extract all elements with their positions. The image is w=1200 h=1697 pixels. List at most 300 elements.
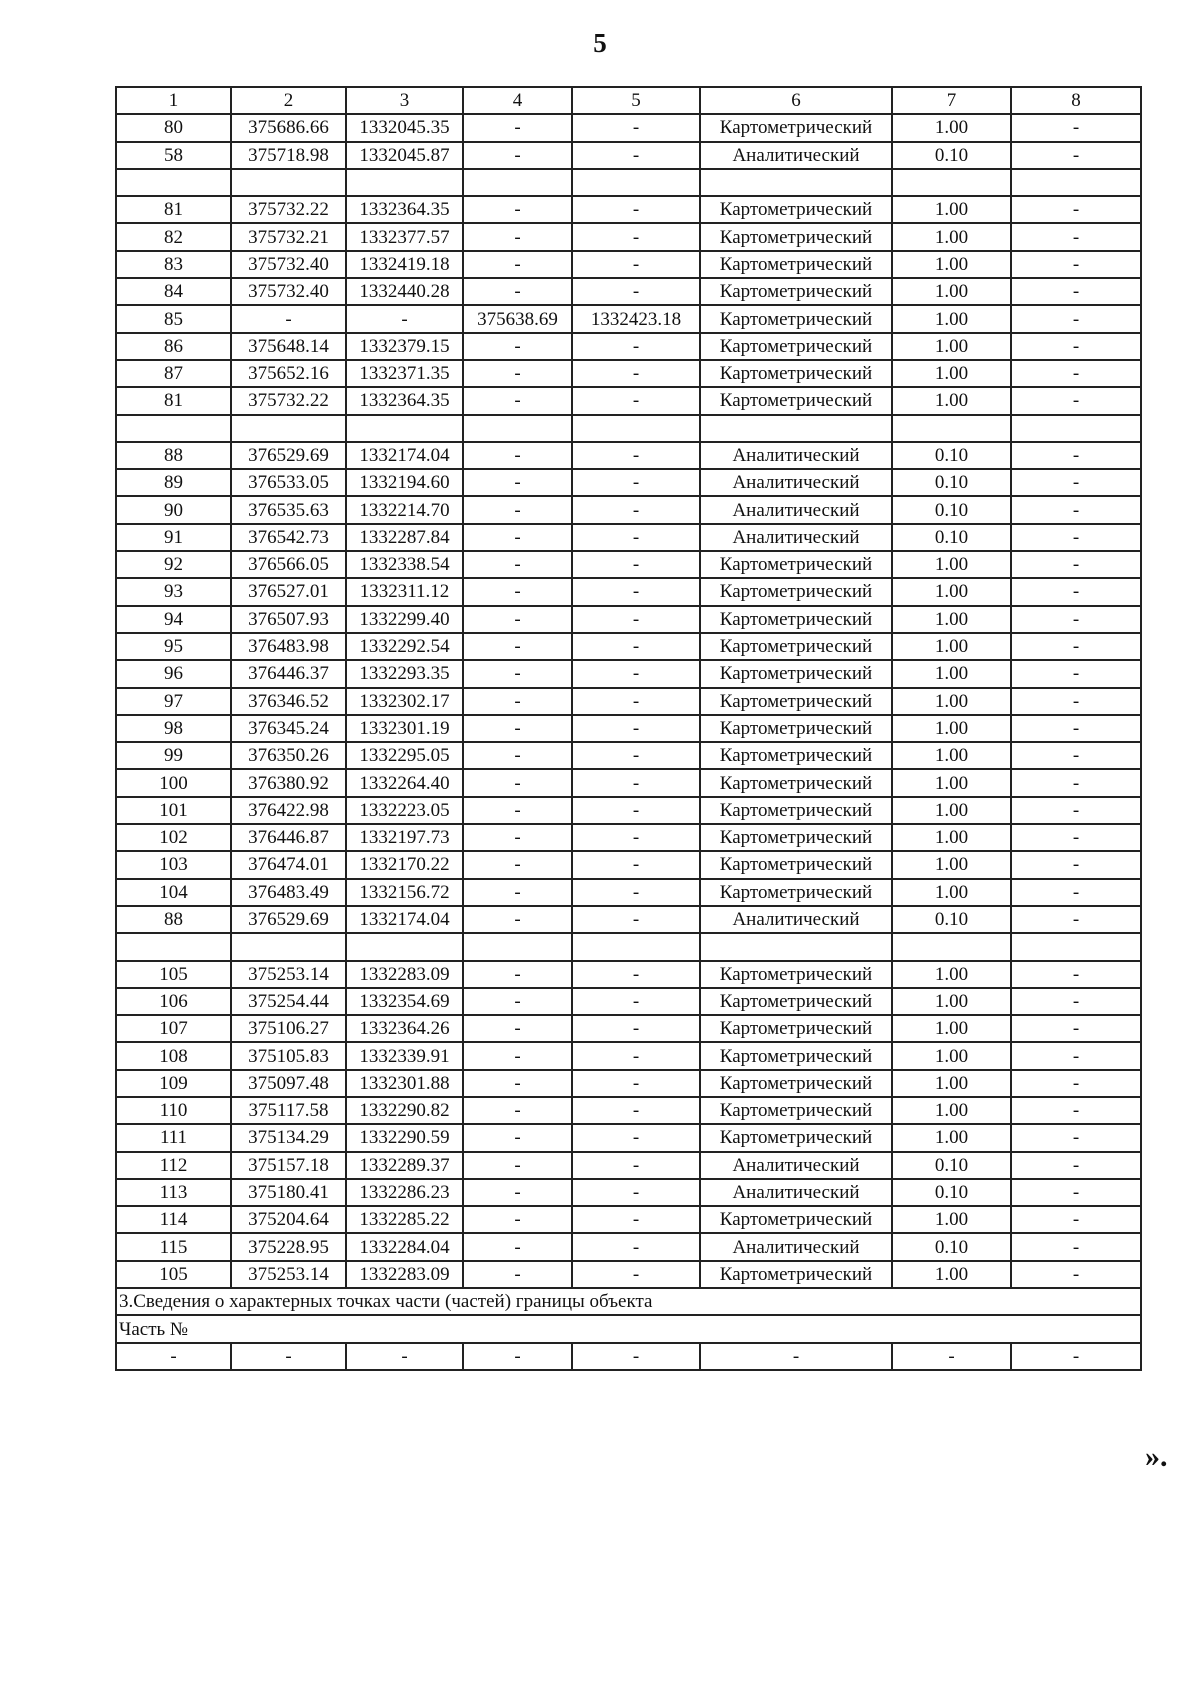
table-row <box>116 496 1141 523</box>
table-cell: 375253.14 <box>231 1261 346 1288</box>
table-row <box>116 1042 1141 1069</box>
table-cell: Аналитический <box>700 524 892 551</box>
table-cell: - <box>572 278 700 305</box>
table-cell <box>346 933 463 960</box>
table-row <box>116 1206 1141 1233</box>
table-cell: 1.00 <box>892 715 1011 742</box>
table-cell: 376529.69 <box>231 442 346 469</box>
table-cell: - <box>231 305 346 332</box>
table-cell: 1332283.09 <box>346 961 463 988</box>
table-cell: 1332301.88 <box>346 1070 463 1097</box>
table-cell: - <box>463 742 572 769</box>
table-cell <box>1011 933 1141 960</box>
table-cell: Картометрический <box>700 633 892 660</box>
table-cell: - <box>572 114 700 141</box>
table-cell: 80 <box>116 114 231 141</box>
table-cell: Картометрический <box>700 251 892 278</box>
table-cell: 105 <box>116 961 231 988</box>
table-cell: - <box>572 333 700 360</box>
table-cell: 1332289.37 <box>346 1152 463 1179</box>
table-cell: - <box>463 114 572 141</box>
table-cell: 375228.95 <box>231 1233 346 1260</box>
table-cell: 88 <box>116 906 231 933</box>
table-cell: - <box>463 797 572 824</box>
table-cell: - <box>572 906 700 933</box>
table-cell: - <box>1011 1343 1141 1370</box>
table-cell: Картометрический <box>700 688 892 715</box>
separator-row <box>116 933 1141 960</box>
table-cell: - <box>572 251 700 278</box>
table-cell: - <box>1011 688 1141 715</box>
table-cell: - <box>463 1097 572 1124</box>
table-cell <box>116 415 231 442</box>
header-cell: 5 <box>572 87 700 114</box>
table-row <box>116 360 1141 387</box>
table-cell: - <box>1011 1152 1141 1179</box>
table-cell: 81 <box>116 387 231 414</box>
table-cell: - <box>572 660 700 687</box>
table-cell: - <box>463 1233 572 1260</box>
table-cell: 0.10 <box>892 524 1011 551</box>
table-cell: - <box>1011 769 1141 796</box>
table-cell: - <box>463 496 572 523</box>
table-cell: - <box>463 824 572 851</box>
table-cell: 95 <box>116 633 231 660</box>
table-cell: - <box>572 769 700 796</box>
table-cell: - <box>463 688 572 715</box>
table-cell: - <box>1011 633 1141 660</box>
table-cell: - <box>572 1233 700 1260</box>
table-cell: - <box>572 1179 700 1206</box>
header-cell: 8 <box>1011 87 1141 114</box>
table-cell: 92 <box>116 551 231 578</box>
table-row <box>116 333 1141 360</box>
table-cell: Аналитический <box>700 442 892 469</box>
table-row <box>116 1179 1141 1206</box>
table-cell: - <box>463 223 572 250</box>
table-cell: Картометрический <box>700 797 892 824</box>
table-row <box>116 606 1141 633</box>
table-cell: - <box>463 1261 572 1288</box>
table-cell: Аналитический <box>700 906 892 933</box>
table-cell: 1.00 <box>892 606 1011 633</box>
table-cell: 1.00 <box>892 333 1011 360</box>
table-cell: 1332287.84 <box>346 524 463 551</box>
table-cell: - <box>572 1206 700 1233</box>
table-cell: 375648.14 <box>231 333 346 360</box>
table-cell: 1332174.04 <box>346 906 463 933</box>
table-row <box>116 551 1141 578</box>
table-cell: - <box>1011 1042 1141 1069</box>
table-cell: 91 <box>116 524 231 551</box>
table-cell: 376529.69 <box>231 906 346 933</box>
table-cell: 1332170.22 <box>346 851 463 878</box>
table-cell: 1.00 <box>892 387 1011 414</box>
table-cell: 375097.48 <box>231 1070 346 1097</box>
table-cell: - <box>463 333 572 360</box>
table-cell: - <box>463 988 572 1015</box>
table-row <box>116 142 1141 169</box>
table-cell: 1332045.35 <box>346 114 463 141</box>
table-cell: - <box>463 1124 572 1151</box>
table-row <box>116 114 1141 141</box>
table-row <box>116 633 1141 660</box>
table-cell: - <box>572 551 700 578</box>
header-cell: 7 <box>892 87 1011 114</box>
table-cell: 0.10 <box>892 1179 1011 1206</box>
table-cell <box>346 169 463 196</box>
table-cell: 103 <box>116 851 231 878</box>
table-cell: - <box>463 660 572 687</box>
table-row <box>116 961 1141 988</box>
table-cell: 86 <box>116 333 231 360</box>
table-cell: 97 <box>116 688 231 715</box>
table-cell: - <box>1011 851 1141 878</box>
section-title: 3.Сведения о характерных точках части (частей) границы объекта <box>116 1288 1141 1315</box>
table-row <box>116 660 1141 687</box>
table-cell: 375638.69 <box>463 305 572 332</box>
table-cell: 1332290.82 <box>346 1097 463 1124</box>
table-row <box>116 1015 1141 1042</box>
table-cell: 376507.93 <box>231 606 346 633</box>
table-cell: 1.00 <box>892 196 1011 223</box>
table-cell: 1.00 <box>892 360 1011 387</box>
table-cell: - <box>463 1343 572 1370</box>
table-cell: 375686.66 <box>231 114 346 141</box>
table-row <box>116 906 1141 933</box>
table-cell: 1.00 <box>892 1015 1011 1042</box>
table-cell: 375253.14 <box>231 961 346 988</box>
table-cell: Картометрический <box>700 660 892 687</box>
table-cell: Картометрический <box>700 1124 892 1151</box>
table-cell <box>892 933 1011 960</box>
table-cell: 375652.16 <box>231 360 346 387</box>
table-cell: 376527.01 <box>231 578 346 605</box>
table-cell: 376422.98 <box>231 797 346 824</box>
table-cell <box>463 169 572 196</box>
table-cell: 1.00 <box>892 961 1011 988</box>
table-cell: 1332339.91 <box>346 1042 463 1069</box>
table-cell: - <box>1011 1070 1141 1097</box>
table-cell: - <box>1011 660 1141 687</box>
table-cell: - <box>892 1343 1011 1370</box>
table-cell: Картометрический <box>700 578 892 605</box>
table-cell: 1.00 <box>892 251 1011 278</box>
table-cell: 1.00 <box>892 797 1011 824</box>
header-cell: 2 <box>231 87 346 114</box>
table-cell: - <box>572 1343 700 1370</box>
table-cell: - <box>1011 578 1141 605</box>
table-cell: - <box>463 469 572 496</box>
table-cell: 1332364.26 <box>346 1015 463 1042</box>
table-cell: 1332377.57 <box>346 223 463 250</box>
table-cell: 81 <box>116 196 231 223</box>
table-cell: 1332419.18 <box>346 251 463 278</box>
table-cell: Аналитический <box>700 1179 892 1206</box>
table-cell: 98 <box>116 715 231 742</box>
table-cell: - <box>572 578 700 605</box>
table-row <box>116 688 1141 715</box>
section-title-row <box>116 1288 1141 1315</box>
table-row <box>116 988 1141 1015</box>
table-cell: - <box>1011 387 1141 414</box>
table-cell: 101 <box>116 797 231 824</box>
table-cell: - <box>1011 715 1141 742</box>
table-row <box>116 442 1141 469</box>
table-cell: 108 <box>116 1042 231 1069</box>
table-cell <box>231 415 346 442</box>
table-cell: Аналитический <box>700 142 892 169</box>
table-cell: - <box>1011 1233 1141 1260</box>
separator-row <box>116 415 1141 442</box>
table-cell: - <box>463 879 572 906</box>
table-row <box>116 223 1141 250</box>
table-cell: - <box>1011 114 1141 141</box>
table-cell: 376346.52 <box>231 688 346 715</box>
table-cell: 109 <box>116 1070 231 1097</box>
table-cell: 1332364.35 <box>346 196 463 223</box>
table-row <box>116 1070 1141 1097</box>
table-row <box>116 387 1141 414</box>
table-row <box>116 851 1141 878</box>
table-cell: 1332293.35 <box>346 660 463 687</box>
table-cell <box>231 933 346 960</box>
table-cell: Картометрический <box>700 1015 892 1042</box>
table-cell: 96 <box>116 660 231 687</box>
table-cell: 0.10 <box>892 496 1011 523</box>
table-cell: Картометрический <box>700 114 892 141</box>
table-cell: - <box>463 142 572 169</box>
table-cell: 376345.24 <box>231 715 346 742</box>
table-cell <box>116 933 231 960</box>
table-cell: - <box>463 360 572 387</box>
table-cell: - <box>463 278 572 305</box>
table-cell: - <box>1011 797 1141 824</box>
table-cell: Картометрический <box>700 988 892 1015</box>
table-row <box>116 251 1141 278</box>
table-cell: 376483.49 <box>231 879 346 906</box>
table-cell: 1332364.35 <box>346 387 463 414</box>
table-cell: 1332302.17 <box>346 688 463 715</box>
table-cell: - <box>463 633 572 660</box>
table-cell: - <box>1011 1124 1141 1151</box>
table-cell: 1.00 <box>892 1042 1011 1069</box>
table-cell: - <box>572 606 700 633</box>
table-cell <box>463 933 572 960</box>
table-cell: 376533.05 <box>231 469 346 496</box>
table-cell: 110 <box>116 1097 231 1124</box>
table-cell: - <box>572 688 700 715</box>
table-cell: Аналитический <box>700 1152 892 1179</box>
table-cell: Картометрический <box>700 1206 892 1233</box>
table-cell: - <box>1011 442 1141 469</box>
table-cell: 1332379.15 <box>346 333 463 360</box>
table-cell: Картометрический <box>700 742 892 769</box>
table-cell: - <box>463 961 572 988</box>
table-cell: 1.00 <box>892 851 1011 878</box>
table-cell: 375732.40 <box>231 278 346 305</box>
table-cell: - <box>1011 988 1141 1015</box>
table-cell: Картометрический <box>700 1261 892 1288</box>
table-cell: - <box>1011 1261 1141 1288</box>
table-cell: 85 <box>116 305 231 332</box>
table-cell: 1.00 <box>892 278 1011 305</box>
table-cell: - <box>463 578 572 605</box>
table-cell: - <box>463 1070 572 1097</box>
table-cell: 0.10 <box>892 1152 1011 1179</box>
table-cell: - <box>1011 251 1141 278</box>
part-row <box>116 1343 1141 1370</box>
table-cell: Картометрический <box>700 333 892 360</box>
table-cell: - <box>463 1179 572 1206</box>
table-cell: 1.00 <box>892 824 1011 851</box>
table-cell: 375718.98 <box>231 142 346 169</box>
table-cell: 115 <box>116 1233 231 1260</box>
table-cell: 375180.41 <box>231 1179 346 1206</box>
table-row <box>116 715 1141 742</box>
table-cell: 1332174.04 <box>346 442 463 469</box>
table-cell: Картометрический <box>700 851 892 878</box>
table-cell: 1332045.87 <box>346 142 463 169</box>
table-cell: 1332295.05 <box>346 742 463 769</box>
table-cell: 0.10 <box>892 906 1011 933</box>
table-cell <box>346 415 463 442</box>
table-cell: - <box>572 496 700 523</box>
coordinates-table <box>115 86 1142 1371</box>
table-cell: 88 <box>116 442 231 469</box>
table-cell: 1332311.12 <box>346 578 463 605</box>
table-cell: 376350.26 <box>231 742 346 769</box>
table-cell: - <box>1011 551 1141 578</box>
table-cell: 375204.64 <box>231 1206 346 1233</box>
part-label-row <box>116 1315 1141 1342</box>
table-cell: 1.00 <box>892 551 1011 578</box>
table-cell: 1.00 <box>892 1124 1011 1151</box>
table-cell: - <box>231 1343 346 1370</box>
table-cell: - <box>572 442 700 469</box>
table-row <box>116 1261 1141 1288</box>
table-cell <box>1011 169 1141 196</box>
table-cell: - <box>1011 524 1141 551</box>
table-cell: - <box>572 851 700 878</box>
table-cell: - <box>463 196 572 223</box>
table-cell: - <box>572 715 700 742</box>
table-cell: 105 <box>116 1261 231 1288</box>
table-cell: - <box>572 1152 700 1179</box>
table-row <box>116 879 1141 906</box>
table-cell: 375117.58 <box>231 1097 346 1124</box>
table-cell: 376535.63 <box>231 496 346 523</box>
table-cell <box>700 415 892 442</box>
table-cell: 90 <box>116 496 231 523</box>
table-cell: Картометрический <box>700 824 892 851</box>
table-cell: 114 <box>116 1206 231 1233</box>
table-cell: 1332301.19 <box>346 715 463 742</box>
table-cell: 1332290.59 <box>346 1124 463 1151</box>
table-cell: - <box>463 551 572 578</box>
table-cell: 1332214.70 <box>346 496 463 523</box>
header-cell: 4 <box>463 87 572 114</box>
table-cell: 1.00 <box>892 769 1011 796</box>
table-cell: 1332284.04 <box>346 1233 463 1260</box>
table-cell: 111 <box>116 1124 231 1151</box>
table-cell: 1332223.05 <box>346 797 463 824</box>
table-cell: 1332440.28 <box>346 278 463 305</box>
closing-quote-mark: ». <box>1145 1440 1168 1473</box>
table-cell: 375106.27 <box>231 1015 346 1042</box>
table-cell: 1332299.40 <box>346 606 463 633</box>
table-cell: - <box>572 879 700 906</box>
table-cell: - <box>463 906 572 933</box>
table-cell: - <box>1011 961 1141 988</box>
table-cell: - <box>572 1124 700 1151</box>
table-cell: 87 <box>116 360 231 387</box>
table-cell: 107 <box>116 1015 231 1042</box>
table-cell: 376446.87 <box>231 824 346 851</box>
table-cell: Картометрический <box>700 223 892 250</box>
table-cell: - <box>463 1042 572 1069</box>
table-cell: Картометрический <box>700 879 892 906</box>
table-cell: - <box>463 715 572 742</box>
table-cell: 89 <box>116 469 231 496</box>
table-cell: 1332197.73 <box>346 824 463 851</box>
table-cell: Аналитический <box>700 1233 892 1260</box>
table-cell <box>700 169 892 196</box>
table-cell: 1.00 <box>892 742 1011 769</box>
table-cell: - <box>572 797 700 824</box>
table-cell <box>116 169 231 196</box>
table-cell: - <box>572 524 700 551</box>
table-cell: 1.00 <box>892 1070 1011 1097</box>
table-row <box>116 469 1141 496</box>
table-cell: - <box>572 824 700 851</box>
table-cell: 1332354.69 <box>346 988 463 1015</box>
table-cell: 1332283.09 <box>346 1261 463 1288</box>
table-cell: Картометрический <box>700 305 892 332</box>
table-cell: Картометрический <box>700 715 892 742</box>
table-cell: - <box>572 223 700 250</box>
table-row <box>116 824 1141 851</box>
table-cell: - <box>463 387 572 414</box>
table-cell: 1.00 <box>892 633 1011 660</box>
table-cell: - <box>1011 824 1141 851</box>
table-cell: 376483.98 <box>231 633 346 660</box>
table-row <box>116 524 1141 551</box>
table-cell: 1.00 <box>892 114 1011 141</box>
separator-row <box>116 169 1141 196</box>
table-cell: 94 <box>116 606 231 633</box>
table-cell: - <box>700 1343 892 1370</box>
table-cell: 376446.37 <box>231 660 346 687</box>
table-cell: 375254.44 <box>231 988 346 1015</box>
table-cell: - <box>1011 1179 1141 1206</box>
table-cell: - <box>1011 278 1141 305</box>
table-cell: Картометрический <box>700 1070 892 1097</box>
table-cell: 1.00 <box>892 988 1011 1015</box>
table-cell: - <box>572 1097 700 1124</box>
table-cell: Картометрический <box>700 278 892 305</box>
table-cell: - <box>116 1343 231 1370</box>
table-cell: Картометрический <box>700 387 892 414</box>
table-cell: - <box>1011 606 1141 633</box>
table-cell: 1332292.54 <box>346 633 463 660</box>
table-cell: 99 <box>116 742 231 769</box>
header-cell: 6 <box>700 87 892 114</box>
table-cell: 113 <box>116 1179 231 1206</box>
table-cell: - <box>1011 1015 1141 1042</box>
table-row <box>116 769 1141 796</box>
table-cell: - <box>1011 742 1141 769</box>
